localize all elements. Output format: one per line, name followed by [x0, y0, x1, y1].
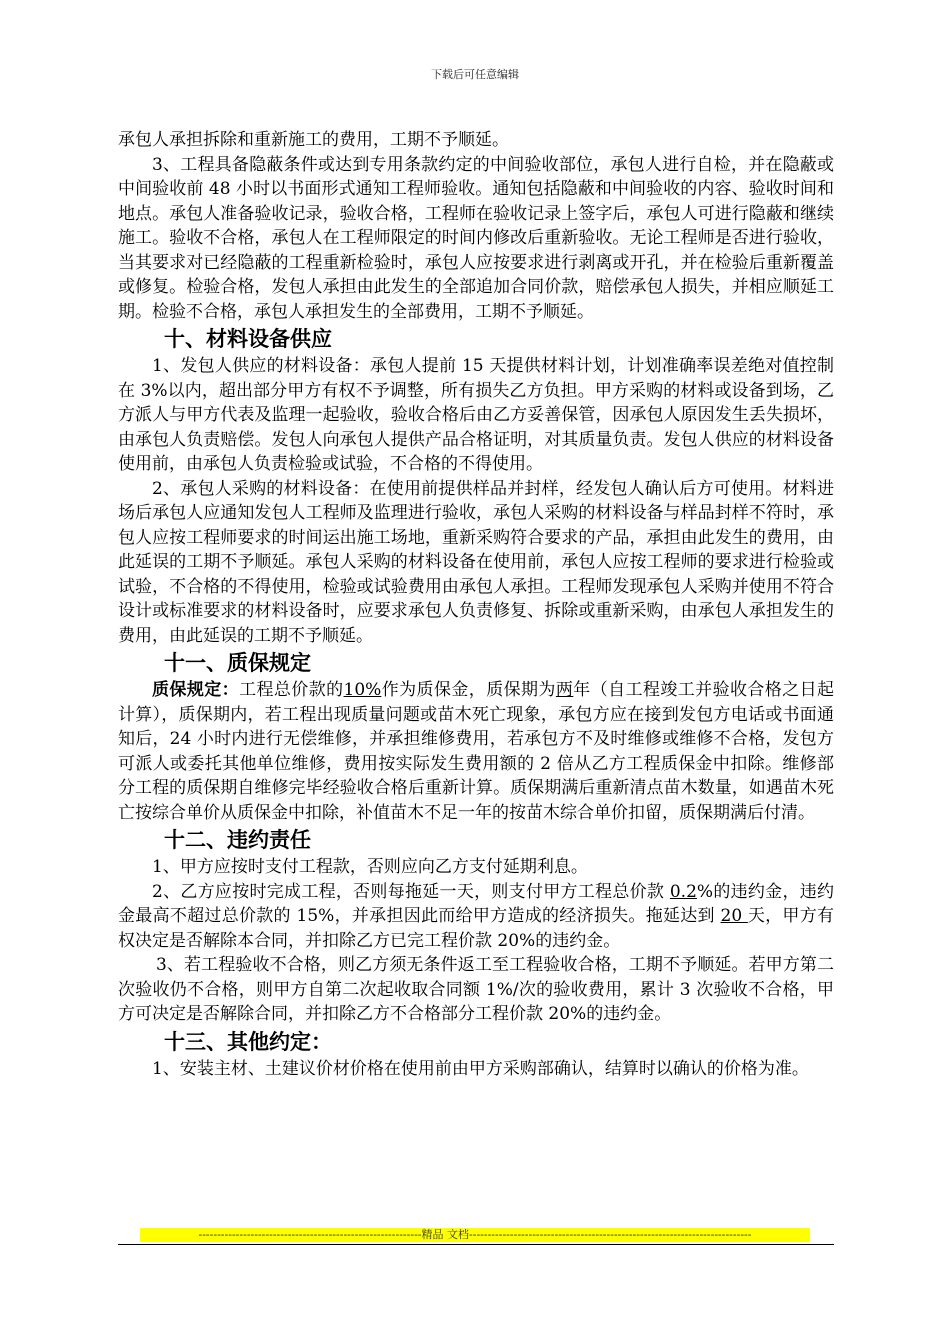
paragraph-clause-9-3: 3、工程具备隐蔽条件或达到专用条款约定的中间验收部位，承包人进行自检，并在隐蔽或中间验收前 48 小时以书面形式通知工程师验收。通知包括隐蔽和中间验收的内容、验收时间和地点。承包人准备验收记录，验收合格，工程师在验收记录上签字后，承包人可进行隐蔽和继续施工。验收不合格，承包人在工程师限定的时间内修改后重新验收。无论工程师是否进行验收，当其要求对已经隐蔽的工程重新检验时，承包人应按要求进行剥离或开孔，并在检验后重新覆盖或修复。检验合格，发包人承担由此发生的全部追加合同价款，赔偿承包人损失，并相应顺延工期。检验不合格，承包人承担发生的全部费用，工期不予顺延。: [118, 154, 834, 322]
warranty-text-1: 工程总价款的: [239, 680, 344, 700]
penalty-rate: 0.2: [669, 881, 697, 902]
section-heading-11: 十一、质保规定: [164, 651, 311, 675]
footer-banner: ------------------------------------------------------------精品 文档----------------------------------------------------------------------------: [140, 1228, 810, 1242]
delay-days: 20: [720, 906, 748, 926]
section-heading-12: 十二、违约责任: [164, 828, 311, 852]
paragraph-clause-12-3: 3、若工程验收不合格，则乙方须无条件返工至工程验收合格，工期不予顺延。若甲方第二次验收仍不合格，则甲方自第二次起收取合同额 1%/次的验收费用，累计 3 次验收不合格，甲方可决定是否解除合同，并扣除乙方不合格部分工程价款 20%的违约金。: [118, 955, 834, 1024]
paragraph-clause-10-1: 1、发包人供应的材料设备：承包人提前 15 天提供材料计划，计划准确率误差绝对值控制在 3%以内，超出部分甲方有权不予调整，所有损失乙方负担。甲方采购的材料或设备到场，乙方派人与甲方代表及监理一起验收，验收合格后由乙方妥善保管，因承包人原因发生丢失损坏，由承包人负责赔偿。发包人向承包人提供产品合格证明，对其质量负责。发包人供应的材料设备使用前，由承包人负责检验或试验，不合格的不得使用。: [118, 356, 834, 474]
warranty-label: 质保规定：: [152, 680, 240, 700]
page-header: 下载后可任意编辑: [431, 68, 519, 81]
clause-12-2-text-a: 2、乙方应按时完成工程，否则每拖延一天，则支付甲方工程总价款: [152, 881, 670, 902]
paragraph-continuation: 承包人承担拆除和重新施工的费用，工期不予顺延。: [118, 130, 509, 150]
paragraph-warranty: [118, 678, 834, 825]
section-heading-10: 十、材料设备供应: [164, 327, 332, 351]
footer-divider: [118, 1244, 834, 1245]
paragraph-clause-12-2: [118, 880, 834, 954]
section-heading-13: 十三、其他约定：: [164, 1029, 332, 1054]
paragraph-clause-12-1: 1、甲方应按时支付工程款，否则应向乙方支付延期利息。: [152, 857, 588, 877]
paragraph-clause-10-2: 2、承包人采购的材料设备：在使用前提供样品并封样，经发包人确认后方可使用。材料进场后承包人应通知发包人工程师及监理进行验收，承包人采购的材料设备与样品封样不符时，承包人应按工程师要求的时间运出施工场地，重新采购符合要求的产品，承担由此发生的费用，由此延误的工期不予顺延。承包人采购的材料设备在使用前，承包人应按工程师的要求进行检验或试验，不合格的不得使用，检验或试验费用由承包人承担。工程师发现承包人采购并使用不符合设计或标准要求的材料设备时，应要求承包人负责修复、拆除或重新采购，由承包人承担发生的费用，由此延误的工期不予顺延。: [118, 478, 834, 646]
warranty-text-3: 年（自工程竣工并验收合格之日起计算），质保期内，若工程出现质量问题或苗木死亡现象，承包方应在接到发包方电话或书面通知后，24 小时内进行无偿维修，并承担维修费用，若承包方不及时维修或维修不合格，发包方可派人或委托其他单位维修，费用按实际发生费用额的 2 倍从乙方工程质保金中扣除。维修部分工程的质保期自维修完毕经验收合格后重新计算。质保期满后重新清点苗木数量，如遇苗木死亡按综合单价从质保金中扣除，补值苗木不足一年的按苗木综合单价扣留，质保期满后付清。: [118, 680, 835, 823]
warranty-text-2: 作为质保金，质保期为: [381, 680, 556, 700]
paragraph-clause-13-1: 1、安装主材、土建议价材价格在使用前由甲方采购部确认，结算时以确认的价格为准。: [152, 1058, 809, 1079]
clause-12-2-text-b: %的违约金，违约金最高不超过总价款的 15%，并承担因此而给甲方造成的经济损失。拖延达到: [118, 881, 835, 926]
clause-12-2-text-c: 天，甲方有权决定是否解除本合同，并扣除乙方已完工程价款 20%的违约金。: [118, 906, 834, 951]
warranty-years: 两: [555, 680, 574, 700]
document-body: [118, 128, 834, 1081]
warranty-percent: 10%: [343, 680, 382, 700]
